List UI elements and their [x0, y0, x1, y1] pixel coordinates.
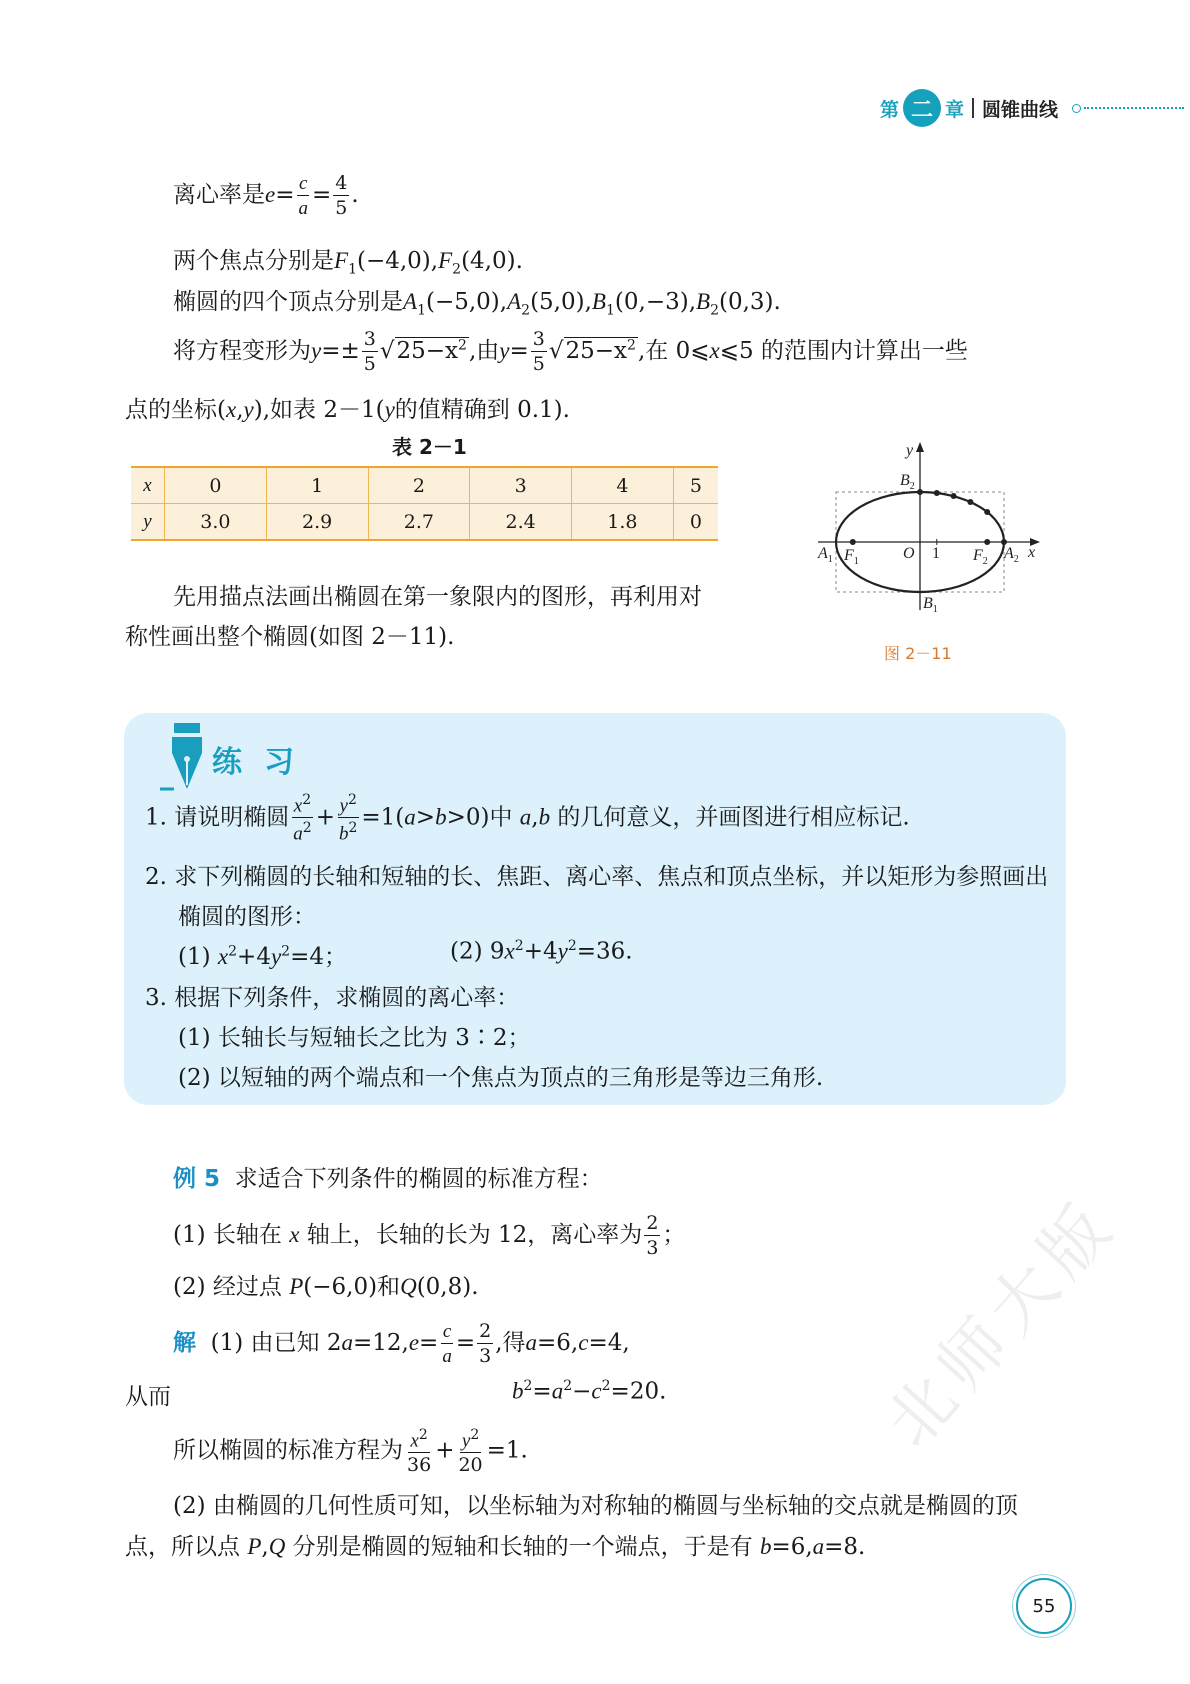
plot-point [984, 509, 990, 515]
label-y: y [906, 442, 914, 459]
points-line: 点的坐标(x,y),如表 2－1(y的值精确到 0.1). [125, 397, 570, 423]
chapter-title: 圆锥曲线 [982, 98, 1059, 121]
example-heading: 例 5 求适合下列条件的椭圆的标准方程： [173, 1166, 603, 1192]
table-cell: 2.4 [470, 504, 572, 541]
plot-method-line2: 称性画出整个椭圆(如图 2－11). [125, 624, 455, 650]
table-cell: 2.7 [368, 504, 470, 541]
exercise-header [160, 723, 316, 795]
plot-point [917, 489, 923, 495]
row-label-y: y [143, 511, 152, 532]
example-label: 例 5 [173, 1166, 221, 1192]
exercise-q1: 1. 请说明椭圆 $\frac{x^2}{a^2}$ + $\frac{y^2}{b^2}$ =1(a>b>0)中 a,b 的几何意义，并画图进行相应标记. [145, 792, 910, 845]
table-cell: 5 [673, 467, 718, 504]
transform-line: 将方程变形为y=± $\frac{3}{5}$ $√25-x^2$,由y= $\frac{3}{5}$ $√25-x^2$,在 0⩽x⩽5 的范围内计算出一些 [173, 328, 968, 375]
exercise-q2b: (2) $9x^2+4y^2=36$. [450, 938, 633, 965]
table-cell: 3.0 [165, 504, 267, 541]
label-origin: O [903, 545, 915, 562]
solution-step-1: 解 (1) 由已知 2a=12,e= $\frac{c}{a}$ = $\frac{2}{3}$ ,得a=6,c=4, [173, 1320, 630, 1367]
table-caption: 表 2－1 [392, 435, 467, 459]
label-one: 1 [932, 545, 940, 562]
plot-method-line1: 先用描点法画出椭圆在第一象限内的图形，再利用对 [173, 584, 702, 610]
plot-point [934, 490, 940, 496]
exercise-title: 练习 [212, 745, 316, 780]
chapter-header [880, 88, 1184, 128]
values-table [131, 466, 718, 541]
header-dot-icon [1072, 104, 1081, 113]
table-cell: 1 [266, 467, 368, 504]
pen-nib-icon [160, 723, 204, 795]
chapter-number-badge: 二 [903, 89, 941, 127]
table-row-y [131, 504, 718, 541]
exercise-q2a: (1) $x^2+4y^2=4$； [178, 943, 347, 970]
table-cell: 2 [368, 467, 470, 504]
header-dotted-rule [1084, 107, 1184, 109]
solution-step-2-formula: $b^2=a^2-c^2=20$. [512, 1378, 667, 1405]
page-number: 55 [1016, 1578, 1072, 1634]
chapter-prefix: 第 [880, 98, 900, 121]
label-b1: $B_1$ [923, 595, 938, 615]
solution-step-4-line1: (2) 由椭圆的几何性质可知，以坐标轴为对称轴的椭圆与坐标轴的交点就是椭圆的顶 [173, 1493, 1018, 1519]
watermark: 北师大版 [871, 1184, 1132, 1462]
table-cell: 3 [470, 467, 572, 504]
ellipse-figure [808, 440, 1043, 625]
foci-line: 两个焦点分别是$F_1(-4,0),F_2(4,0)$. [173, 248, 523, 278]
focus-point [850, 539, 856, 545]
exercise-q3: 3. 根据下列条件，求椭圆的离心率： [145, 985, 520, 1011]
exercise-q2-cont: 椭圆的图形： [178, 904, 316, 930]
example-condition-1: (1) 长轴在 x 轴上，长轴的长为 12，离心率为 $\frac{2}{3}$ ； [173, 1212, 686, 1259]
vertices-line: 椭圆的四个顶点分别是$A_1(-5,0),A_2(5,0),B_1(0,-3),B_2(0,3)$. [173, 289, 781, 319]
eccentricity-line: 离心率是e= $\frac{c}{a}$ = $\frac{4}{5}$ . [173, 172, 359, 219]
header-divider [972, 98, 974, 118]
label-a2: $A_2$ [1004, 545, 1019, 565]
table-row-x [131, 467, 718, 504]
y-axis-arrow-icon [916, 442, 924, 452]
label-a1: $A_1$ [818, 545, 833, 565]
exercise-q2: 2. 求下列椭圆的长轴和短轴的长、焦距、离心率、焦点和顶点坐标，并以矩形为参照画出 [145, 864, 1049, 890]
label-f2: $F_2$ [973, 547, 988, 567]
row-label-x: x [143, 475, 152, 496]
table-cell: 0 [673, 504, 718, 541]
table-cell: 1.8 [572, 504, 674, 541]
label-f1: $F_1$ [844, 547, 859, 567]
example-condition-2: (2) 经过点 P(−6,0)和Q(0,8). [173, 1274, 479, 1300]
label-b2: $B_2$ [900, 472, 915, 492]
exercise-q3a: (1) 长轴长与短轴长之比为 3∶2； [178, 1025, 531, 1051]
plot-point [951, 493, 957, 499]
solution-step-4-line2: 点，所以点 P,Q 分别是椭圆的短轴和长轴的一个端点，于是有 b=6,a=8. [125, 1534, 866, 1560]
table-cell: 2.9 [266, 504, 368, 541]
table-cell: 4 [572, 467, 674, 504]
figure-caption: 图 2－11 [884, 644, 952, 663]
focus-point [984, 539, 990, 545]
solution-step-2-label: 从而 [125, 1384, 171, 1410]
plot-point [967, 499, 973, 505]
solution-step-3: 所以椭圆的标准方程为 $\frac{x^2}{36}$ + $\frac{y^2}{20}$ =1. [173, 1427, 528, 1477]
solution-label: 解 [173, 1330, 196, 1356]
exercise-q3b: (2) 以短轴的两个端点和一个焦点为顶点的三角形是等边三角形. [178, 1065, 824, 1091]
table-cell: 0 [165, 467, 267, 504]
chapter-suffix: 章 [945, 98, 965, 121]
label-x: x [1028, 544, 1036, 561]
